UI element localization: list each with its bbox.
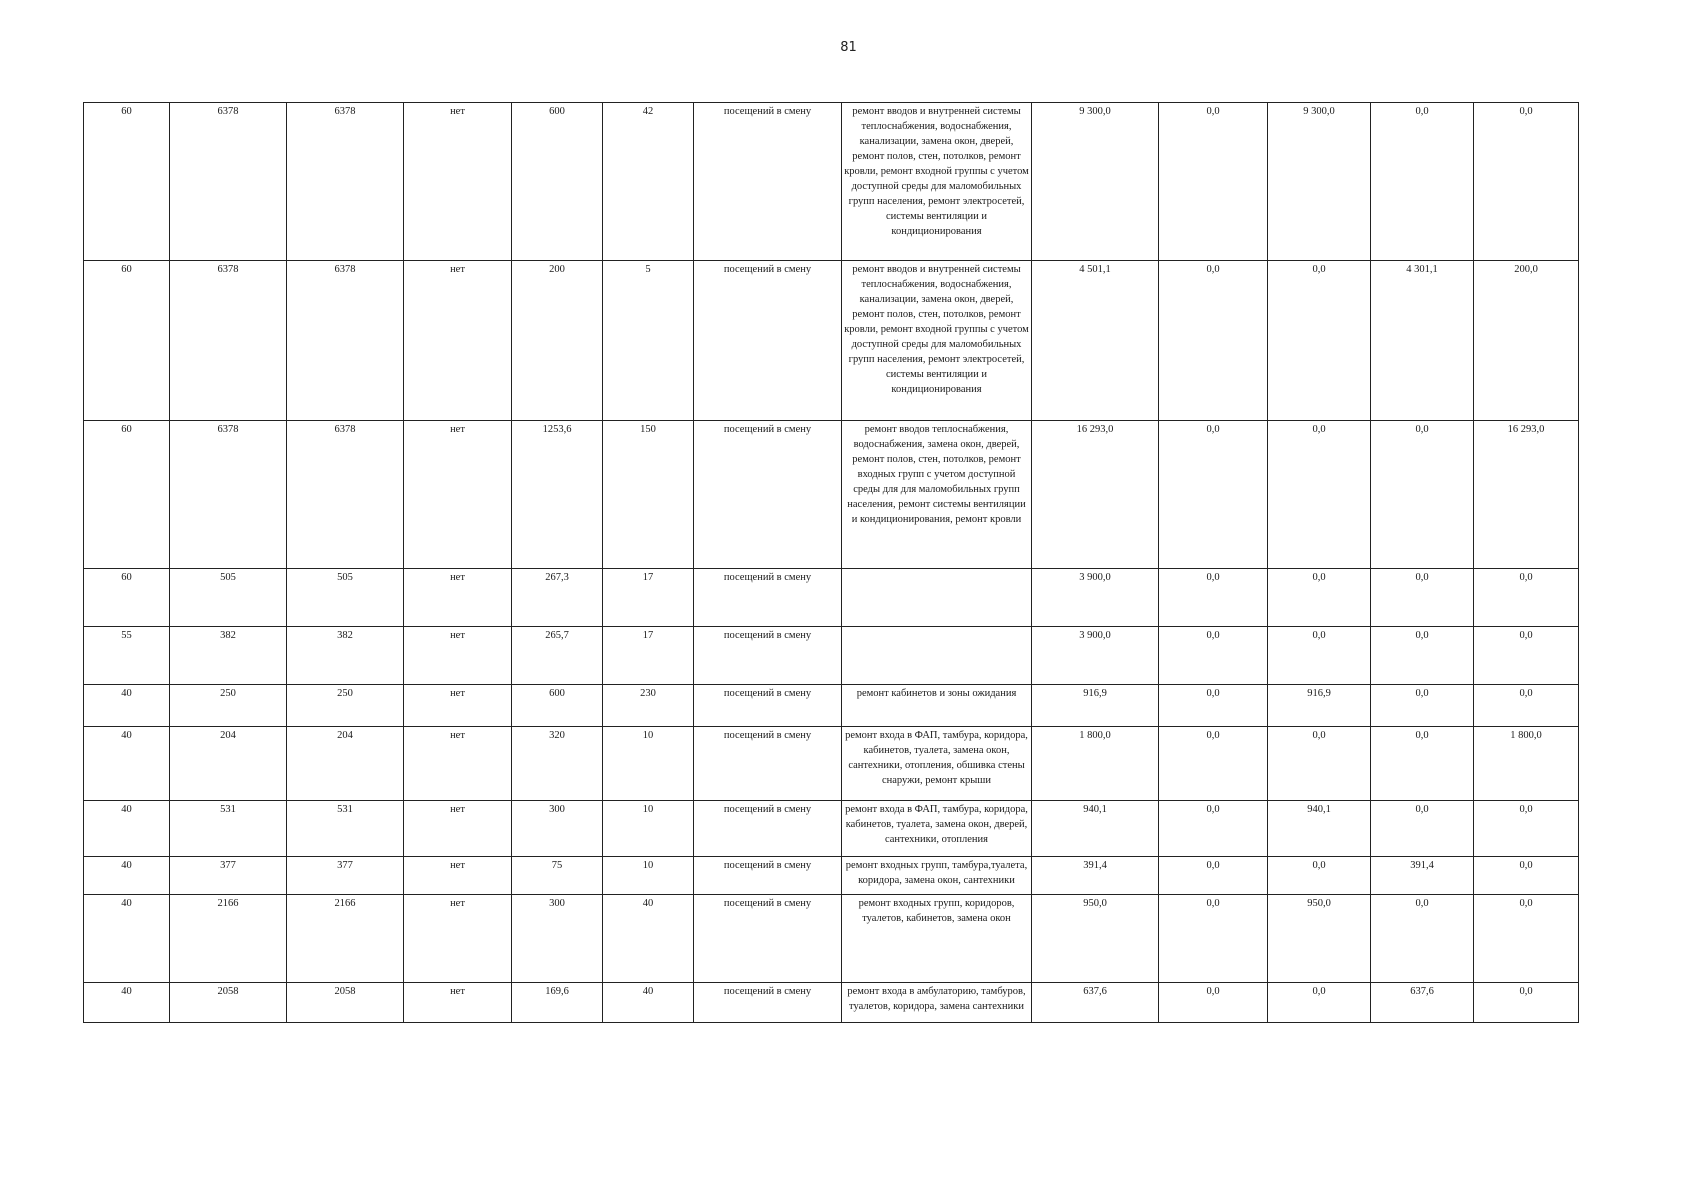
cell-year-1: 0,0 bbox=[1159, 895, 1268, 983]
cell-col-2: 250 bbox=[170, 685, 287, 727]
cell-total-cost: 3 900,0 bbox=[1032, 569, 1159, 627]
cell-capacity: 40 bbox=[603, 895, 694, 983]
cell-work-description: ремонт кабинетов и зоны ожидания bbox=[842, 685, 1032, 727]
cell-col-3: 2058 bbox=[287, 983, 404, 1023]
cell-availability: нет bbox=[404, 857, 512, 895]
table-row bbox=[84, 727, 1579, 801]
cell-col-1: 60 bbox=[84, 103, 170, 261]
cell-year-2: 0,0 bbox=[1268, 727, 1371, 801]
cell-year-3: 0,0 bbox=[1371, 103, 1474, 261]
cell-col-2: 6378 bbox=[170, 261, 287, 421]
cell-col-3: 377 bbox=[287, 857, 404, 895]
table-row bbox=[84, 857, 1579, 895]
cell-year-3: 0,0 bbox=[1371, 685, 1474, 727]
cell-col-2: 2166 bbox=[170, 895, 287, 983]
cell-area: 75 bbox=[512, 857, 603, 895]
cell-col-1: 55 bbox=[84, 627, 170, 685]
cell-col-3: 6378 bbox=[287, 103, 404, 261]
cell-year-4: 0,0 bbox=[1474, 627, 1579, 685]
cell-year-1: 0,0 bbox=[1159, 261, 1268, 421]
cell-total-cost: 940,1 bbox=[1032, 801, 1159, 857]
cell-availability: нет bbox=[404, 685, 512, 727]
cell-year-4: 0,0 bbox=[1474, 895, 1579, 983]
cell-col-1: 40 bbox=[84, 801, 170, 857]
cell-year-4: 0,0 bbox=[1474, 801, 1579, 857]
cell-col-1: 60 bbox=[84, 569, 170, 627]
cell-year-2: 916,9 bbox=[1268, 685, 1371, 727]
cell-area: 300 bbox=[512, 895, 603, 983]
cell-year-3: 0,0 bbox=[1371, 421, 1474, 569]
cell-col-3: 382 bbox=[287, 627, 404, 685]
cell-work-description: ремонт вводов и внутренней системы теплоснабжения, водоснабжения, канализации, замена окон, дверей, ремонт полов, стен, потолков, ремонт кровли, ремонт входной группы с учетом доступной среды для маломобильных групп населения, ремонт электросетей, системы вентиляции и кондиционирования bbox=[842, 103, 1032, 261]
cell-col-1: 40 bbox=[84, 983, 170, 1023]
cell-col-3: 250 bbox=[287, 685, 404, 727]
cell-total-cost: 1 800,0 bbox=[1032, 727, 1159, 801]
page-number: 81 bbox=[840, 40, 857, 55]
cell-unit: посещений в смену bbox=[694, 801, 842, 857]
cell-work-description bbox=[842, 569, 1032, 627]
cell-capacity: 17 bbox=[603, 627, 694, 685]
cell-year-4: 16 293,0 bbox=[1474, 421, 1579, 569]
cell-area: 200 bbox=[512, 261, 603, 421]
cell-col-1: 60 bbox=[84, 261, 170, 421]
cell-col-2: 505 bbox=[170, 569, 287, 627]
cell-total-cost: 3 900,0 bbox=[1032, 627, 1159, 685]
table-row bbox=[84, 801, 1579, 857]
cell-year-4: 0,0 bbox=[1474, 685, 1579, 727]
cell-year-1: 0,0 bbox=[1159, 801, 1268, 857]
table-row bbox=[84, 627, 1579, 685]
cell-year-3: 0,0 bbox=[1371, 727, 1474, 801]
cell-year-4: 200,0 bbox=[1474, 261, 1579, 421]
cell-year-1: 0,0 bbox=[1159, 569, 1268, 627]
cell-year-1: 0,0 bbox=[1159, 983, 1268, 1023]
cell-year-3: 0,0 bbox=[1371, 895, 1474, 983]
cell-col-2: 6378 bbox=[170, 103, 287, 261]
cell-year-2: 0,0 bbox=[1268, 983, 1371, 1023]
cell-availability: нет bbox=[404, 261, 512, 421]
cell-col-2: 531 bbox=[170, 801, 287, 857]
cell-year-2: 0,0 bbox=[1268, 569, 1371, 627]
table-row bbox=[84, 103, 1579, 261]
cell-year-2: 0,0 bbox=[1268, 421, 1371, 569]
cell-col-3: 6378 bbox=[287, 421, 404, 569]
cell-col-1: 40 bbox=[84, 685, 170, 727]
table-row bbox=[84, 983, 1579, 1023]
cell-unit: посещений в смену bbox=[694, 569, 842, 627]
cell-year-1: 0,0 bbox=[1159, 857, 1268, 895]
cell-availability: нет bbox=[404, 801, 512, 857]
cell-work-description bbox=[842, 627, 1032, 685]
cell-col-2: 6378 bbox=[170, 421, 287, 569]
cell-col-3: 2166 bbox=[287, 895, 404, 983]
cell-work-description: ремонт входа в амбулаторию, тамбуров, туалетов, коридора, замена сантехники bbox=[842, 983, 1032, 1023]
cell-col-3: 505 bbox=[287, 569, 404, 627]
cell-col-2: 2058 bbox=[170, 983, 287, 1023]
table-row bbox=[84, 421, 1579, 569]
cell-col-3: 531 bbox=[287, 801, 404, 857]
cell-col-1: 40 bbox=[84, 727, 170, 801]
cell-availability: нет bbox=[404, 983, 512, 1023]
cell-area: 267,3 bbox=[512, 569, 603, 627]
cell-total-cost: 637,6 bbox=[1032, 983, 1159, 1023]
cell-total-cost: 9 300,0 bbox=[1032, 103, 1159, 261]
table-row bbox=[84, 895, 1579, 983]
cell-year-1: 0,0 bbox=[1159, 627, 1268, 685]
cell-year-4: 1 800,0 bbox=[1474, 727, 1579, 801]
cell-work-description: ремонт входных групп, тамбура,туалета, коридора, замена окон, сантехники bbox=[842, 857, 1032, 895]
cell-total-cost: 4 501,1 bbox=[1032, 261, 1159, 421]
cell-capacity: 10 bbox=[603, 857, 694, 895]
cell-col-3: 6378 bbox=[287, 261, 404, 421]
table-row bbox=[84, 261, 1579, 421]
table-row bbox=[84, 569, 1579, 627]
cell-col-2: 382 bbox=[170, 627, 287, 685]
cell-year-2: 0,0 bbox=[1268, 627, 1371, 685]
cell-unit: посещений в смену bbox=[694, 627, 842, 685]
cell-capacity: 5 bbox=[603, 261, 694, 421]
cell-col-2: 377 bbox=[170, 857, 287, 895]
cell-unit: посещений в смену bbox=[694, 421, 842, 569]
cell-unit: посещений в смену bbox=[694, 983, 842, 1023]
cell-unit: посещений в смену bbox=[694, 895, 842, 983]
cell-area: 169,6 bbox=[512, 983, 603, 1023]
data-table bbox=[83, 102, 1579, 1023]
cell-availability: нет bbox=[404, 421, 512, 569]
cell-area: 600 bbox=[512, 685, 603, 727]
cell-unit: посещений в смену bbox=[694, 727, 842, 801]
cell-work-description: ремонт входа в ФАП, тамбура, коридора, кабинетов, туалета, замена окон, сантехники, отопления, обшивка стены снаружи, ремонт крыши bbox=[842, 727, 1032, 801]
cell-unit: посещений в смену bbox=[694, 103, 842, 261]
cell-capacity: 150 bbox=[603, 421, 694, 569]
cell-col-1: 40 bbox=[84, 857, 170, 895]
cell-total-cost: 391,4 bbox=[1032, 857, 1159, 895]
cell-year-3: 0,0 bbox=[1371, 801, 1474, 857]
cell-unit: посещений в смену bbox=[694, 685, 842, 727]
cell-availability: нет bbox=[404, 569, 512, 627]
cell-year-4: 0,0 bbox=[1474, 103, 1579, 261]
cell-year-3: 637,6 bbox=[1371, 983, 1474, 1023]
cell-availability: нет bbox=[404, 627, 512, 685]
cell-total-cost: 16 293,0 bbox=[1032, 421, 1159, 569]
cell-year-3: 4 301,1 bbox=[1371, 261, 1474, 421]
cell-area: 265,7 bbox=[512, 627, 603, 685]
cell-area: 320 bbox=[512, 727, 603, 801]
cell-unit: посещений в смену bbox=[694, 857, 842, 895]
table-row bbox=[84, 685, 1579, 727]
cell-availability: нет bbox=[404, 895, 512, 983]
cell-unit: посещений в смену bbox=[694, 261, 842, 421]
cell-capacity: 10 bbox=[603, 727, 694, 801]
cell-availability: нет bbox=[404, 103, 512, 261]
cell-work-description: ремонт входа в ФАП, тамбура, коридора, кабинетов, туалета, замена окон, дверей, сантехники, отопления bbox=[842, 801, 1032, 857]
cell-capacity: 40 bbox=[603, 983, 694, 1023]
cell-capacity: 10 bbox=[603, 801, 694, 857]
cell-work-description: ремонт входных групп, коридоров, туалетов, кабинетов, замена окон bbox=[842, 895, 1032, 983]
cell-year-3: 391,4 bbox=[1371, 857, 1474, 895]
cell-year-1: 0,0 bbox=[1159, 727, 1268, 801]
cell-year-4: 0,0 bbox=[1474, 569, 1579, 627]
cell-year-2: 0,0 bbox=[1268, 857, 1371, 895]
cell-col-2: 204 bbox=[170, 727, 287, 801]
cell-work-description: ремонт вводов и внутренней системы теплоснабжения, водоснабжения, канализации, замена окон, дверей, ремонт полов, стен, потолков, ремонт кровли, ремонт входной группы с учетом доступной среды для маломобильных групп населения, ремонт электросетей, системы вентиляции и кондиционирования bbox=[842, 261, 1032, 421]
cell-year-1: 0,0 bbox=[1159, 421, 1268, 569]
cell-year-1: 0,0 bbox=[1159, 685, 1268, 727]
cell-area: 300 bbox=[512, 801, 603, 857]
cell-area: 600 bbox=[512, 103, 603, 261]
cell-col-1: 60 bbox=[84, 421, 170, 569]
cell-col-1: 40 bbox=[84, 895, 170, 983]
cell-work-description: ремонт вводов теплоснабжения, водоснабжения, замена окон, дверей, ремонт полов, стен, потолков, ремонт входных групп с учетом доступной среды для для маломобильных групп населения, ремонт системы вентиляции и кондиционирования, ремонт кровли bbox=[842, 421, 1032, 569]
cell-capacity: 42 bbox=[603, 103, 694, 261]
cell-area: 1253,6 bbox=[512, 421, 603, 569]
cell-year-2: 0,0 bbox=[1268, 261, 1371, 421]
cell-capacity: 230 bbox=[603, 685, 694, 727]
cell-year-2: 940,1 bbox=[1268, 801, 1371, 857]
cell-year-4: 0,0 bbox=[1474, 983, 1579, 1023]
cell-year-1: 0,0 bbox=[1159, 103, 1268, 261]
cell-year-4: 0,0 bbox=[1474, 857, 1579, 895]
cell-total-cost: 916,9 bbox=[1032, 685, 1159, 727]
cell-availability: нет bbox=[404, 727, 512, 801]
cell-col-3: 204 bbox=[287, 727, 404, 801]
cell-year-2: 950,0 bbox=[1268, 895, 1371, 983]
cell-year-3: 0,0 bbox=[1371, 627, 1474, 685]
cell-total-cost: 950,0 bbox=[1032, 895, 1159, 983]
cell-year-3: 0,0 bbox=[1371, 569, 1474, 627]
cell-year-2: 9 300,0 bbox=[1268, 103, 1371, 261]
cell-capacity: 17 bbox=[603, 569, 694, 627]
